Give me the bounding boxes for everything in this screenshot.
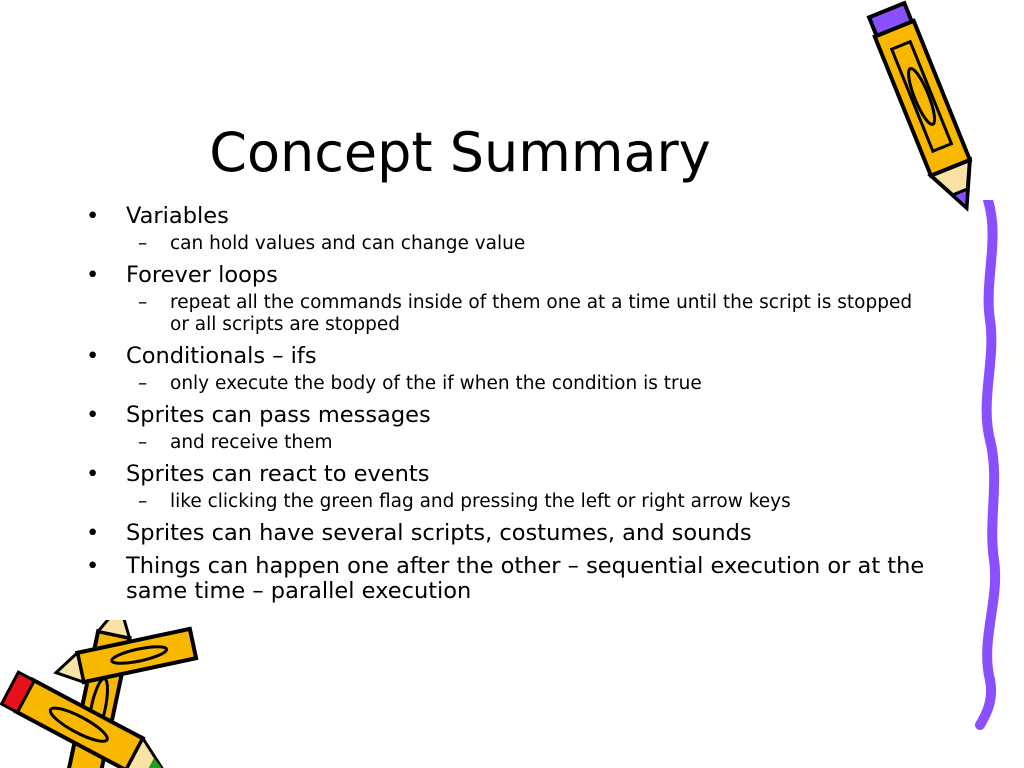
bullet-item — [86, 462, 936, 487]
bullet-marker: • — [86, 262, 100, 288]
sub-bullet-marker: – — [138, 491, 148, 512]
squiggle-line — [960, 200, 1024, 730]
bullet-marker: • — [86, 343, 100, 369]
slide-title: Concept Summary — [209, 121, 711, 184]
bullet-text: Conditionals – ifs — [126, 343, 317, 369]
bullet-item — [86, 554, 936, 604]
sub-bullet-text: repeat all the commands inside of them one at a time until the script is stopped or all scripts are stopped — [170, 292, 913, 335]
sub-bullet-item — [86, 491, 936, 513]
sub-bullet-text: like clicking the green flag and pressing the left or right arrow keys — [170, 491, 791, 512]
sub-bullet-marker: – — [138, 233, 148, 254]
sub-bullet-text: can hold values and can change value — [170, 233, 526, 254]
bullet-marker: • — [86, 553, 100, 579]
bullet-item — [86, 204, 936, 229]
bullet-item — [86, 344, 936, 369]
sub-bullet-item — [86, 233, 936, 255]
bullet-marker: • — [86, 402, 100, 428]
sub-bullet-marker: – — [138, 432, 148, 453]
sub-bullet-item — [86, 432, 936, 454]
bullet-item — [86, 403, 936, 428]
bullet-marker: • — [86, 520, 100, 546]
bullet-marker: • — [86, 203, 100, 229]
bullet-text: Variables — [126, 203, 229, 229]
sub-bullet-text: only execute the body of the if when the condition is true — [170, 373, 702, 394]
sub-bullet-marker: – — [138, 292, 148, 313]
bullet-item — [86, 263, 936, 288]
sub-bullet-marker: – — [138, 373, 148, 394]
bullet-list — [86, 204, 936, 604]
bullet-text: Sprites can react to events — [126, 461, 430, 487]
bullet-text: Sprites can have several scripts, costumes, and sounds — [126, 520, 752, 546]
sub-bullet-item — [86, 373, 936, 395]
pencils-icon — [0, 620, 210, 768]
bullet-text: Forever loops — [126, 262, 278, 288]
sub-bullet-item — [86, 292, 936, 336]
bullet-item — [86, 521, 936, 546]
bullet-marker: • — [86, 461, 100, 487]
bullet-text: Sprites can pass messages — [126, 402, 431, 428]
bullet-text: Things can happen one after the other – sequential execution or at the same time – parallel execution — [126, 553, 925, 604]
sub-bullet-text: and receive them — [170, 432, 333, 453]
